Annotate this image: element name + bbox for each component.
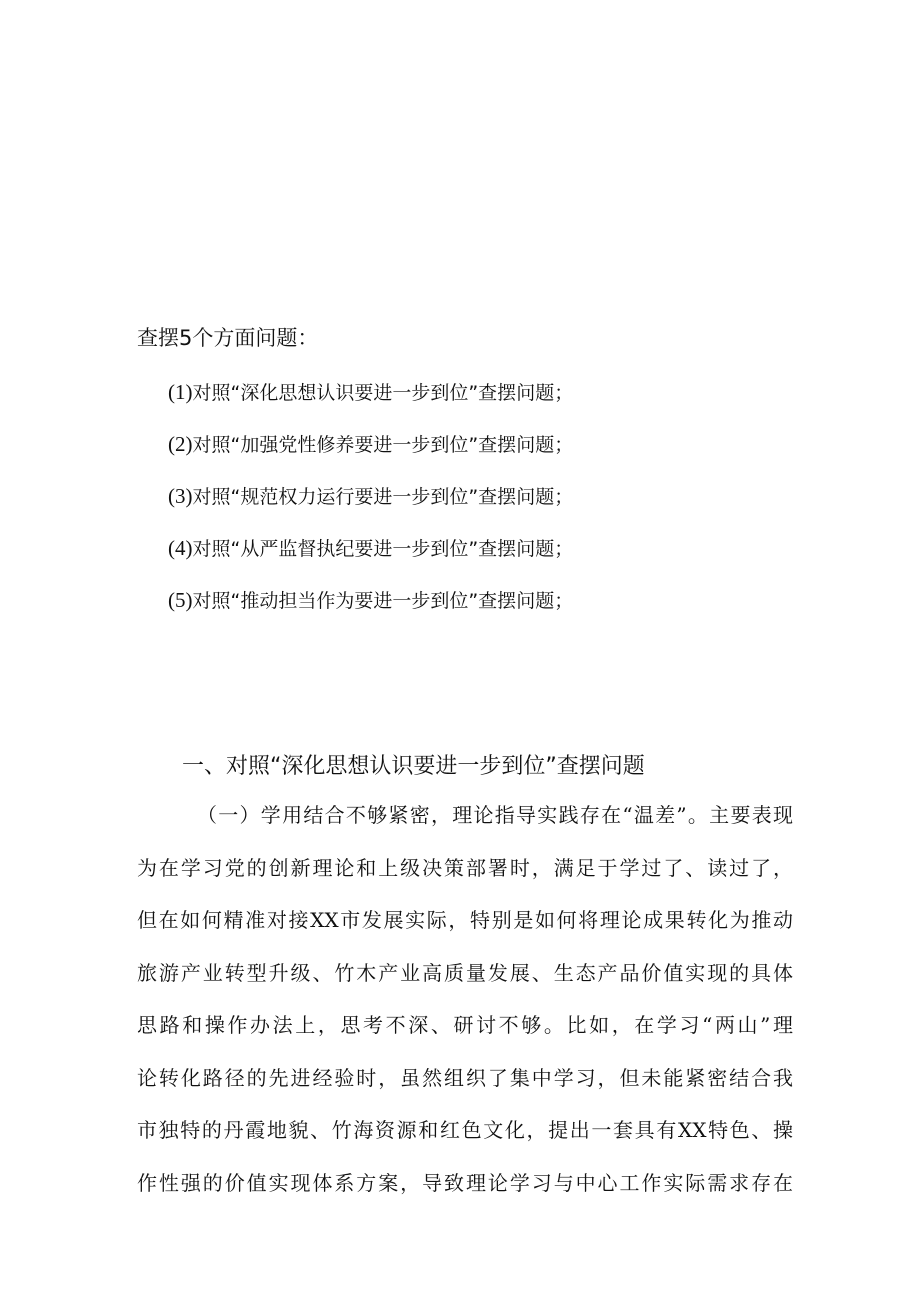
paragraph-line: 市独特的丹霞地貌、竹海资源和红色文化，提出一套具有XX特色、操: [137, 1118, 793, 1142]
item-text: 对照“加强党性修养要进一步到位”查摆问题；: [192, 434, 574, 456]
item-number: (1): [168, 380, 193, 404]
paragraph-line: （一）学用结合不够紧密，理论指导实践存在“温差”。主要表现: [197, 803, 793, 827]
item-text: 对照“规范权力运行要进一步到位”查摆问题；: [192, 486, 574, 508]
body-paragraph: [137, 797, 793, 1217]
list-item: [168, 585, 573, 637]
section-heading: 一、对照“深化思想认识要进一步到位”查摆问题: [182, 754, 645, 779]
intro-title: 查摆5个方面问题：: [137, 326, 319, 350]
problem-list: [168, 377, 573, 637]
paragraph-line: 旅游产业转型升级、竹木产业高质量发展、生态产品价值实现的具体: [137, 960, 793, 985]
item-number: (5): [168, 588, 193, 612]
item-number: (2): [168, 432, 193, 456]
paragraph-line: 思路和操作办法上，思考不深、研讨不够。比如，在学习“两山”理: [137, 1013, 793, 1037]
list-item: [168, 377, 573, 429]
list-item: [168, 481, 573, 533]
paragraph-line: 为在学习党的创新理论和上级决策部署时，满足于学过了、读过了，: [137, 855, 793, 880]
item-text: 对照“深化思想认识要进一步到位”查摆问题；: [192, 382, 574, 404]
item-text: 对照“从严监督执纪要进一步到位”查摆问题；: [192, 538, 574, 560]
paragraph-line: 但在如何精准对接XX市发展实际，特别是如何将理论成果转化为推动: [137, 908, 793, 932]
list-item: [168, 429, 573, 481]
paragraph-line: 论转化路径的先进经验时，虽然组织了集中学习，但未能紧密结合我: [137, 1065, 793, 1090]
item-number: (4): [168, 536, 193, 560]
item-number: (3): [168, 484, 193, 508]
item-text: 对照“推动担当作为要进一步到位”查摆问题；: [192, 590, 574, 612]
paragraph-line: 作性强的价值实现体系方案，导致理论学习与中心工作实际需求存在: [137, 1170, 793, 1195]
list-item: [168, 533, 573, 585]
